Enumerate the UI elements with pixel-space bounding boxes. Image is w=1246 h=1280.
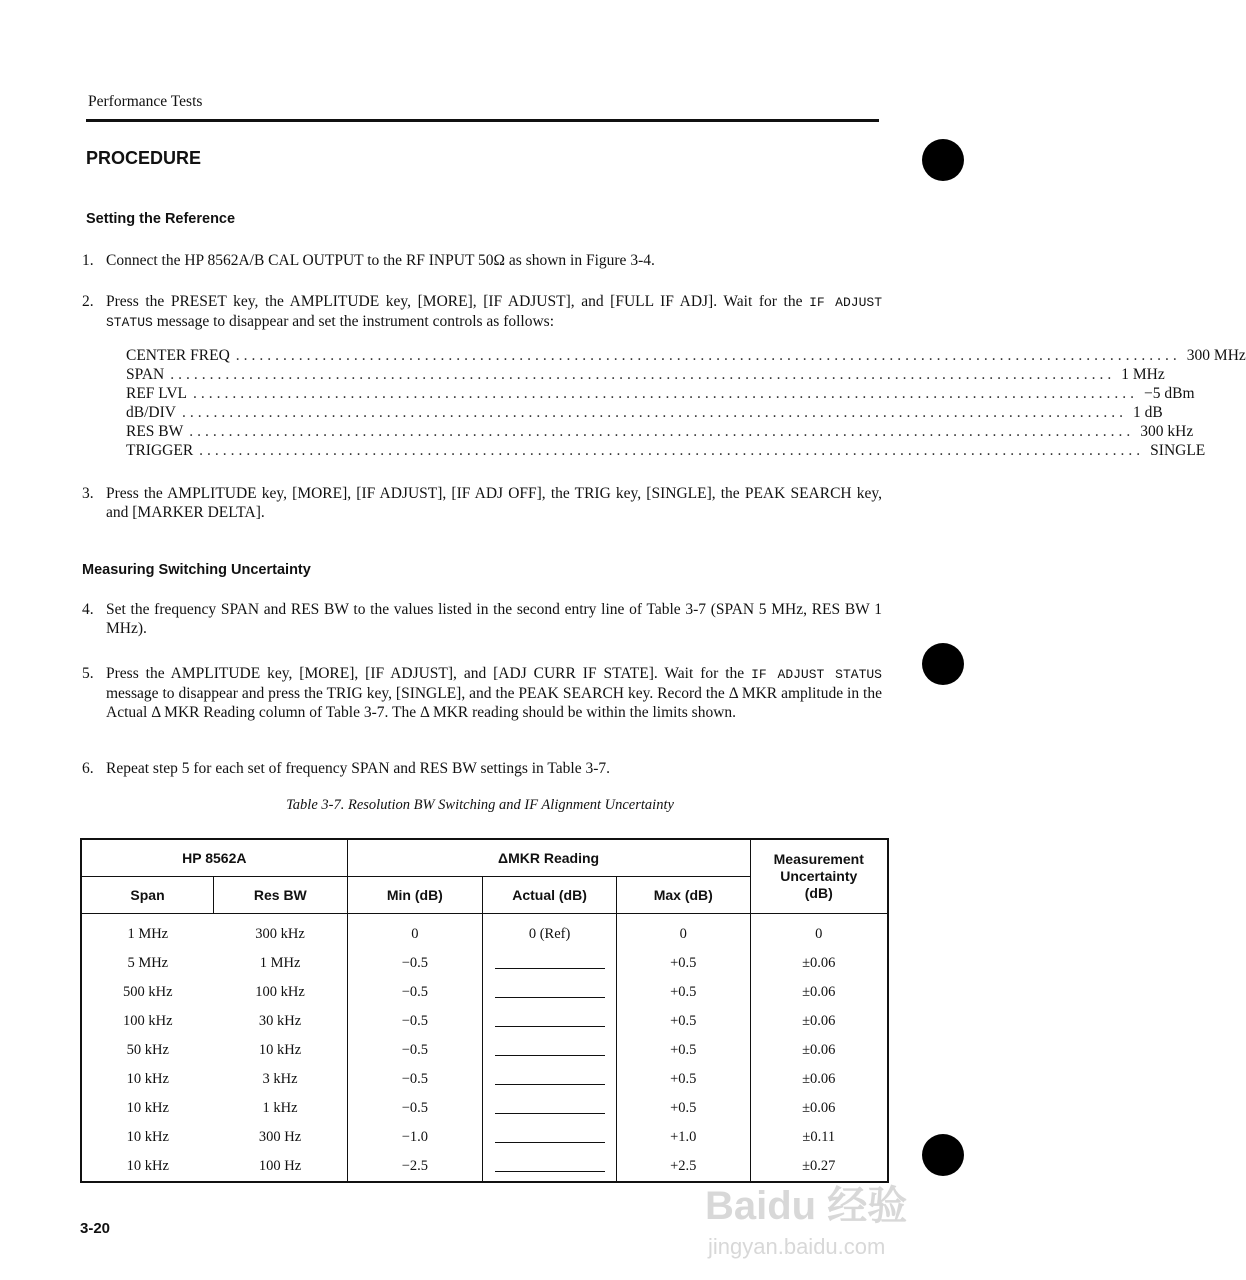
cell-uncertainty: ±0.06 [750,978,888,1007]
leader-dots: ........................................................................................................................ [199,442,1145,459]
leader-dots: ........................................................................................................................ [189,423,1135,440]
setting-label: SPAN [126,366,165,383]
setting-row [126,441,1206,460]
cell-res-bw: 1 MHz [259,955,301,971]
cell-actual [483,1123,617,1152]
cell-max: +0.5 [617,1094,751,1123]
cell-min: −0.5 [347,949,483,978]
cell-res-bw: 100 kHz [255,984,305,1000]
setting-label: CENTER FREQ [126,347,230,364]
setting-label: dB/DIV [126,404,176,421]
status-message-code: IF ADJUST STATUS [106,295,882,330]
section-title: PROCEDURE [86,148,202,168]
step-2 [82,292,882,332]
table-caption: Table 3-7. Resolution BW Switching and IF Alignment Uncertainty [286,797,674,813]
step-text: Press the PRESET key, the AMPLITUDE key, [MORE], [IF ADJUST], and [FULL IF ADJ]. Wait for the [106,293,803,310]
cell-actual [483,949,617,978]
header-span: Span [81,877,214,914]
step-text: Connect the HP 8562A/B CAL OUTPUT to the RF INPUT 50Ω as shown in Figure 3-4. [106,252,655,269]
setting-row [126,365,1165,384]
status-message-code: IF ADJUST STATUS [751,667,882,682]
cell-res-bw: 1 kHz [262,1100,298,1116]
step-text: Repeat step 5 for each set of frequency SPAN and RES BW settings in Table 3-7. [106,760,611,777]
cell-max: 0 [617,914,751,950]
table-row [81,1007,888,1036]
setting-value: −5 dBm [1144,385,1195,402]
cell-uncertainty: ±0.06 [750,1036,888,1065]
actual-entry-blank[interactable] [495,1128,605,1143]
cell-max: +1.0 [617,1123,751,1152]
cell-max: +0.5 [617,1007,751,1036]
cell-res-bw: 300 Hz [258,1129,302,1145]
header-measurement-uncertainty: Measurement Uncertainty (dB) [750,839,888,914]
cell-min: −2.5 [347,1152,483,1182]
binder-hole-mark [922,1134,964,1176]
setting-value: 1 MHz [1121,366,1165,383]
cell-res-bw: 30 kHz [258,1013,302,1029]
actual-entry-blank[interactable] [495,1041,605,1056]
binder-hole-mark [922,643,964,685]
cell-actual [483,1007,617,1036]
group-header-hp8562a: HP 8562A [81,839,347,877]
header-res-bw: Res BW [214,877,348,914]
leader-dots: ........................................................................................................................ [170,366,1116,383]
cell-uncertainty: 0 [750,914,888,950]
cell-actual [483,1152,617,1182]
cell-min: −0.5 [347,1007,483,1036]
cell-res-bw: 300 kHz [255,926,305,942]
cell-res-bw: 3 kHz [262,1071,298,1087]
step-6 [82,759,882,778]
header-min: Min (dB) [347,877,483,914]
setting-row [126,384,1195,403]
cell-uncertainty: ±0.06 [750,1065,888,1094]
step-1 [82,251,882,270]
step-number: 2. [82,293,94,310]
table-row [81,978,888,1007]
step-4 [82,600,882,638]
actual-entry-blank[interactable] [495,1157,605,1172]
header-rule [86,119,879,122]
group-header-mkr-reading: ΔMKR Reading [347,839,750,877]
cell-span: 1 MHz [127,926,169,942]
cell-res-bw: 10 kHz [258,1042,302,1058]
cell-span: 10 kHz [126,1100,169,1116]
actual-entry-blank[interactable] [495,954,605,969]
step-number: 4. [82,601,94,618]
cell-uncertainty: ±0.06 [750,1094,888,1123]
cell-actual [483,1094,617,1123]
step-5 [82,664,882,722]
actual-entry-blank[interactable] [495,983,605,998]
setting-row [126,346,1246,365]
step-text: message to disappear and press the TRIG key, [SINGLE], and the PEAK SEARCH key. Record the Δ MKR amplitude in the Actual Δ MKR Reading column of Table 3-7. The Δ MKR reading should be within the limits shown. [106,685,882,721]
cell-max: +0.5 [617,949,751,978]
leader-dots: ........................................................................................................................ [235,347,1181,364]
table-row [81,1094,888,1123]
cell-actual [483,1065,617,1094]
cell-uncertainty: ±0.06 [750,949,888,978]
step-text: Press the AMPLITUDE key, [MORE], [IF ADJUST], and [ADJ CURR IF STATE]. Wait for the [106,665,745,682]
cell-uncertainty: ±0.11 [750,1123,888,1152]
cell-max: +0.5 [617,1036,751,1065]
cell-max: +0.5 [617,1065,751,1094]
cell-span: 100 kHz [123,1013,173,1029]
cell-uncertainty: ±0.27 [750,1152,888,1182]
step-3 [82,484,882,522]
cell-min: −1.0 [347,1123,483,1152]
setting-value: 300 MHz [1186,347,1246,364]
cell-actual: 0 (Ref) [483,914,617,950]
uncertainty-table [80,838,889,1183]
cell-min: −0.5 [347,978,483,1007]
step-text: Press the AMPLITUDE key, [MORE], [IF ADJUST], [IF ADJ OFF], the TRIG key, [SINGLE], the PEAK SEARCH key, and [MARKER DELTA]. [106,485,882,521]
cell-span: 500 kHz [123,984,173,1000]
settings-list [126,346,1246,460]
cell-actual [483,978,617,1007]
cell-min: −0.5 [347,1094,483,1123]
running-title: Performance Tests [88,93,203,110]
cell-res-bw: 100 Hz [258,1158,302,1174]
step-text: Set the frequency SPAN and RES BW to the values listed in the second entry line of Table 3-7 (SPAN 5 MHz, RES BW 1 MHz). [106,601,882,637]
setting-label: TRIGGER [126,442,194,459]
step-number: 6. [82,760,94,777]
watermark-url: jingyan.baidu.com [708,1234,886,1259]
leader-dots: ........................................................................................................................ [193,385,1139,402]
subsection-title: Setting the Reference [86,211,236,227]
header-max: Max (dB) [617,877,751,914]
step-number: 1. [82,252,94,269]
binder-hole-mark [922,139,964,181]
setting-label: RES BW [126,423,184,440]
setting-value: 300 kHz [1140,423,1194,440]
setting-row [126,422,1194,441]
cell-span: 10 kHz [126,1129,169,1145]
cell-actual [483,1036,617,1065]
actual-entry-blank[interactable] [495,1070,605,1085]
cell-span: 5 MHz [127,955,169,971]
table-row [81,949,888,978]
setting-label: REF LVL [126,385,188,402]
actual-entry-blank[interactable] [495,1012,605,1027]
cell-max: +0.5 [617,978,751,1007]
setting-value: 1 dB [1132,404,1163,421]
cell-min: 0 [347,914,483,950]
table-row [81,914,888,950]
table-row [81,1065,888,1094]
table-row [81,1123,888,1152]
step-text: message to disappear and set the instrument controls as follows: [156,313,555,330]
cell-max: +2.5 [617,1152,751,1182]
cell-span: 50 kHz [126,1042,169,1058]
header-actual: Actual (dB) [483,877,617,914]
setting-value: SINGLE [1150,442,1206,459]
cell-min: −0.5 [347,1036,483,1065]
actual-entry-blank[interactable] [495,1099,605,1114]
subsection-title: Measuring Switching Uncertainty [82,562,311,578]
watermark-logo: Baidu 经验 [705,1184,908,1228]
cell-uncertainty: ±0.06 [750,1007,888,1036]
cell-min: −0.5 [347,1065,483,1094]
table-row [81,1036,888,1065]
cell-span: 10 kHz [126,1071,169,1087]
cell-span: 10 kHz [126,1158,169,1174]
page-number: 3-20 [80,1220,111,1237]
table-row [81,1152,888,1182]
setting-row [126,403,1163,422]
step-number: 3. [82,485,94,502]
step-number: 5. [82,665,94,682]
leader-dots: ........................................................................................................................ [181,404,1127,421]
